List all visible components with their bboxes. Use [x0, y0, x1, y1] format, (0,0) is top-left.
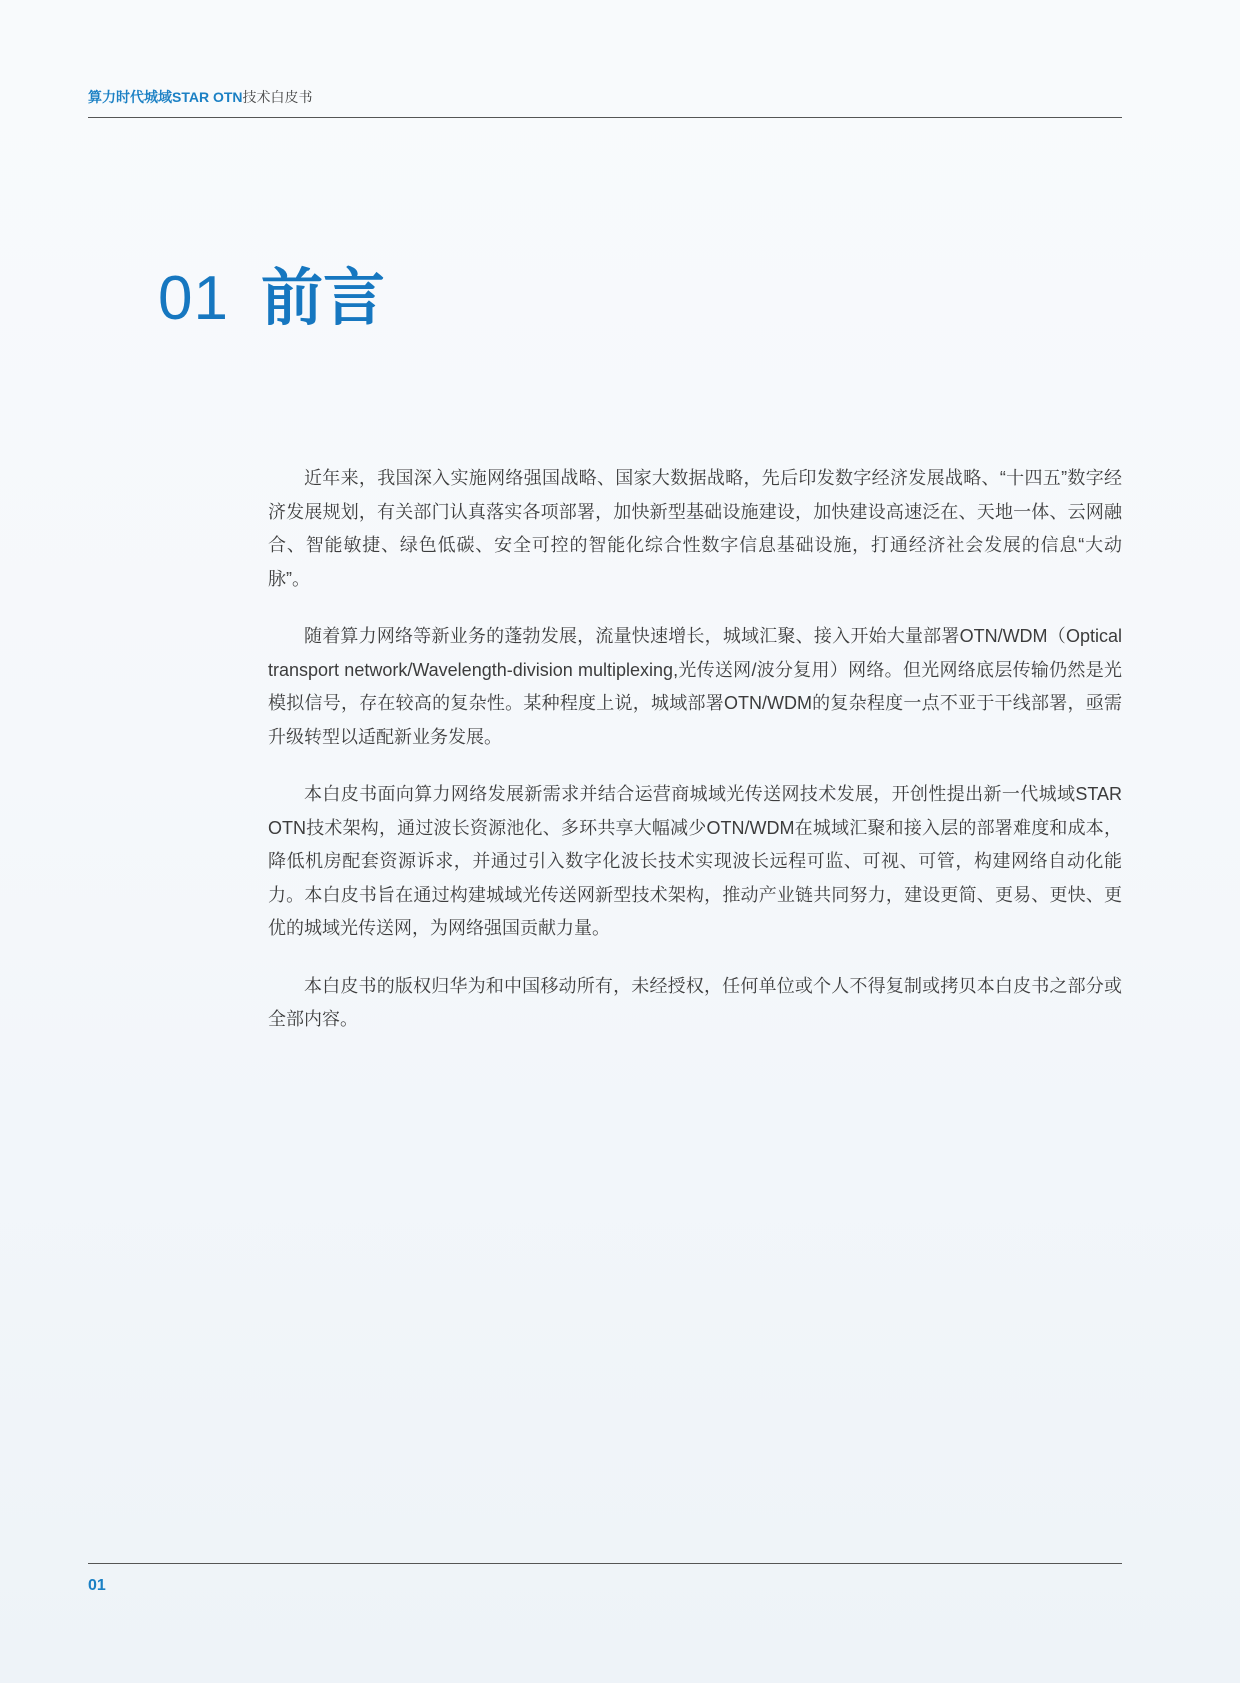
header-title-rest: 技术白皮书: [242, 89, 313, 105]
paragraph: 近年来，我国深入实施网络强国战略、国家大数据战略，先后印发数字经济发展战略、“十四五”数字经济发展规划，有关部门认真落实各项部署，加快新型基础设施建设，加快建设高速泛在、天地一体、云网融合、智能敏捷、绿色低碳、安全可控的智能化综合性数字信息基础设施，打通经济社会发展的信息“大动脉”。: [268, 468, 1122, 589]
section-number: 01: [158, 264, 229, 333]
section-title: 前言: [260, 264, 385, 333]
page-number: 01: [88, 1577, 106, 1594]
paragraph: 本白皮书的版权归华为和中国移动所有，未经授权，任何单位或个人不得复制或拷贝本白皮书之部分或全部内容。: [268, 975, 1122, 1029]
running-header: [88, 87, 1122, 107]
footer-divider: [88, 1563, 1122, 1564]
body-content: [268, 462, 1122, 1061]
section-heading: [158, 262, 385, 336]
paragraph: 本白皮书面向算力网络发展新需求并结合运营商城域光传送网技术发展，开创性提出新一代城域STAR OTN技术架构，通过波长资源池化、多环共享大幅减少OTN/WDM在城域汇聚和接入层的部署难度和成本，降低机房配套资源诉求，并通过引入数字化波长技术实现波长远程可监、可视、可管，构建网络自动化能力。本白皮书旨在通过构建城域光传送网新型技术架构，推动产业链共同努力，建设更简、更易、更快、更优的城域光传送网，为网络强国贡献力量。: [268, 784, 1122, 938]
header-title-bold: 算力时代城域STAR OTN: [88, 89, 243, 105]
paragraph: 随着算力网络等新业务的蓬勃发展，流量快速增长，城域汇聚、接入开始大量部署OTN/WDM（Optical transport network/Wavelength-division multiplexing,光传送网/波分复用）网络。但光网络底层传输仍然是光模拟信号，存在较高的复杂性。某种程度上说，城域部署OTN/WDM的复杂程度一点不亚于干线部署，亟需升级转型以适配新业务发展。: [268, 626, 1122, 747]
header-divider: [88, 117, 1122, 118]
